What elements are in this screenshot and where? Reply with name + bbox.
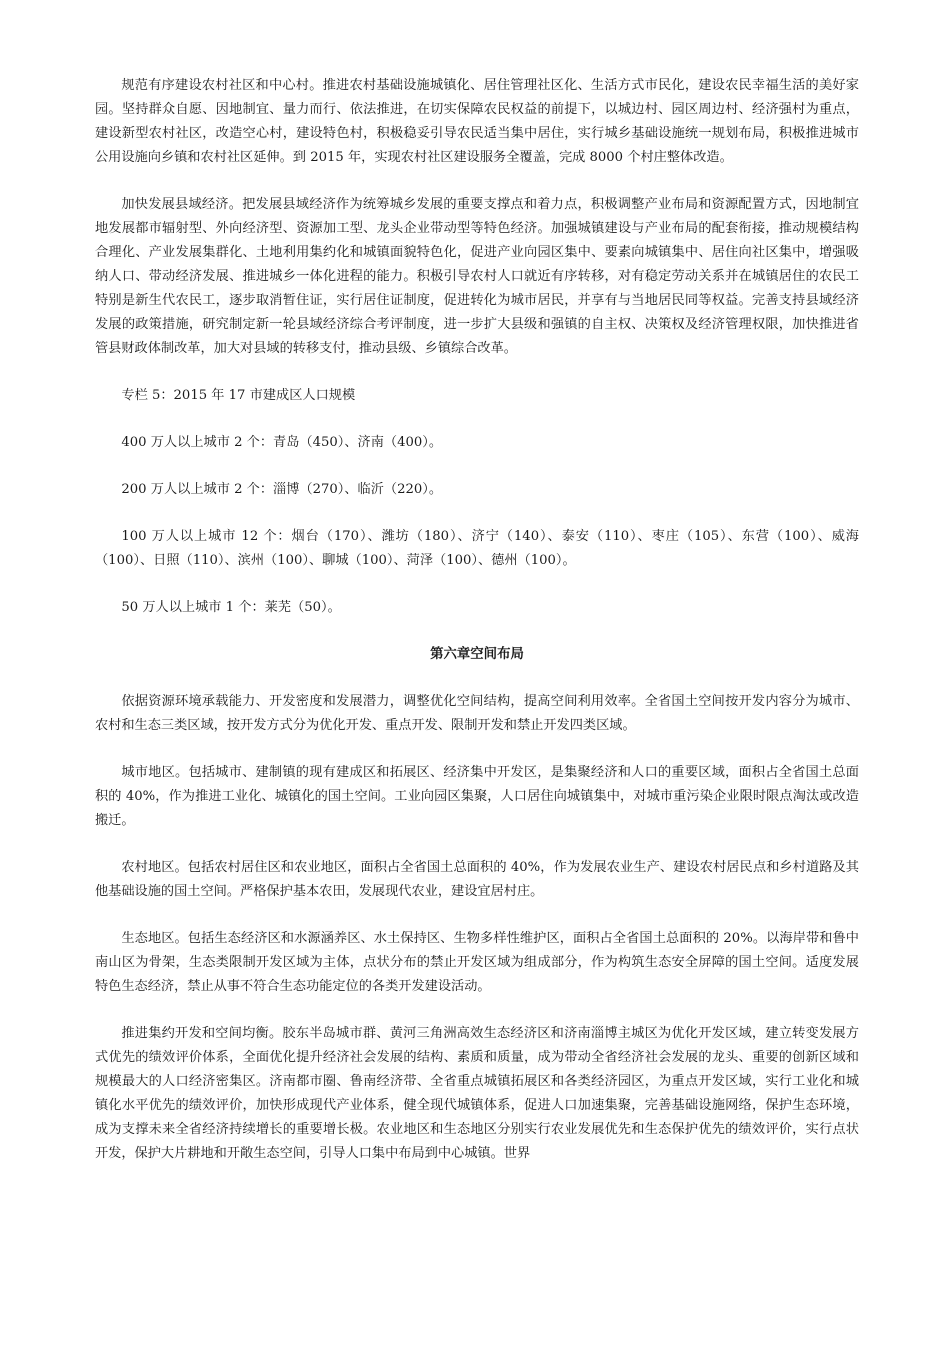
paragraph-rural-community: 规范有序建设农村社区和中心村。推进农村基础设施城镇化、居住管理社区化、生活方式市民化，建设农民幸福生活的美好家园。坚持群众自愿、因地制宜、量力而行、依法推进，在切实保障农民权益的前提下，以城边村、园区周边村、经济强村为重点，建设新型农村社区，改造空心村，建设特色村，积极稳妥引导农民适当集中居住，实行城乡基础设施统一规划布局，积极推进城市公用设施向乡镇和农村社区延伸。到 2015 年，实现农村社区建设服务全覆盖，完成 8000 个村庄整体改造。 [95,78,859,165]
column-title: 专栏 5：2015 年 17 市建成区人口规模 [121,388,356,403]
document-page [95,74,859,1189]
column-item-200: 200 万人以上城市 2 个：淄博（270）、临沂（220）。 [121,482,443,497]
paragraph-rural-area: 农村地区。包括农村居住区和农业地区，面积占全省国土总面积的 40%，作为发展农业生产、建设农村居民点和乡村道路及其他基础设施的国土空间。严格保护基本农田，发展现代农业，建设宜居村庄。 [95,860,859,899]
paragraph-intensive-development: 推进集约开发和空间均衡。胶东半岛城市群、黄河三角洲高效生态经济区和济南淄博主城区为优化开发区域，建立转变发展方式优先的绩效评价体系，全面优化提升经济社会发展的结构、素质和质量，成为带动全省经济社会发展的龙头、重要的创新区域和规模最大的人口经济密集区。济南都市圈、鲁南经济带、全省重点城镇拓展区和各类经济园区，为重点开发区域，实行工业化和城镇化水平优先的绩效评价，加快形成现代产业体系，健全现代城镇体系，促进人口加速集聚，完善基础设施网络，保护生态环境，成为支撑未来全省经济持续增长的重要增长极。农业地区和生态地区分别实行农业发展优先和生态保护优先的绩效评价，实行点状开发，保护大片耕地和开敞生态空间，引导人口集中布局到中心城镇。世界 [95,1026,859,1161]
column-item-100: 100 万人以上城市 12 个：烟台（170）、潍坊（180）、济宁（140）、泰安（110）、枣庄（105）、东营（100）、威海（100）、日照（110）、滨州（100）、聊城（100）、菏泽（100）、德州（100）。 [95,529,859,568]
paragraph-spatial-intro: 依据资源环境承载能力、开发密度和发展潜力，调整优化空间结构，提高空间利用效率。全省国土空间按开发内容分为城市、农村和生态三类区域，按开发方式分为优化开发、重点开发、限制开发和禁止开发四类区域。 [95,694,859,733]
paragraph-urban-area: 城市地区。包括城市、建制镇的现有建成区和拓展区、经济集中开发区，是集聚经济和人口的重要区域，面积占全省国土总面积的 40%，作为推进工业化、城镇化的国土空间。工业向园区集聚，人口居住向城镇集中，对城市重污染企业限时限点淘汰或改造搬迁。 [95,765,859,828]
column-item-50: 50 万人以上城市 1 个：莱芜（50）。 [121,600,341,615]
paragraph-county-economy: 加快发展县域经济。把发展县域经济作为统筹城乡发展的重要支撑点和着力点，积极调整产业布局和资源配置方式，因地制宜地发展都市辐射型、外向经济型、资源加工型、龙头企业带动型等特色经济。加强城镇建设与产业布局的配套衔接，推动规模结构合理化、产业发展集群化、土地利用集约化和城镇面貌特色化，促进产业向园区集中、要素向城镇集中、居住向社区集中，增强吸纳人口、带动经济发展、推进城乡一体化进程的能力。积极引导农村人口就近有序转移，对有稳定劳动关系并在城镇居住的农民工特别是新生代农民工，逐步取消暂住证，实行居住证制度，促进转化为城市居民，并享有与当地居民同等权益。完善支持县域经济发展的政策措施，研究制定新一轮县域经济综合考评制度，进一步扩大县级和强镇的自主权、决策权及经济管理权限，加快推进省管县财政体制改革，加大对县域的转移支付，推动县级、乡镇综合改革。 [95,197,859,356]
paragraph-ecological-area: 生态地区。包括生态经济区和水源涵养区、水土保持区、生物多样性维护区，面积占全省国土总面积的 20%。以海岸带和鲁中南山区为骨架，生态类限制开发区域为主体，点状分布的禁止开发区域为组成部分，作为构筑生态安全屏障的国土空间。适度发展特色生态经济，禁止从事不符合生态功能定位的各类开发建设活动。 [95,931,859,994]
chapter-title: 第六章空间布局 [430,647,524,662]
column-item-400: 400 万人以上城市 2 个：青岛（450）、济南（400）。 [121,435,443,450]
